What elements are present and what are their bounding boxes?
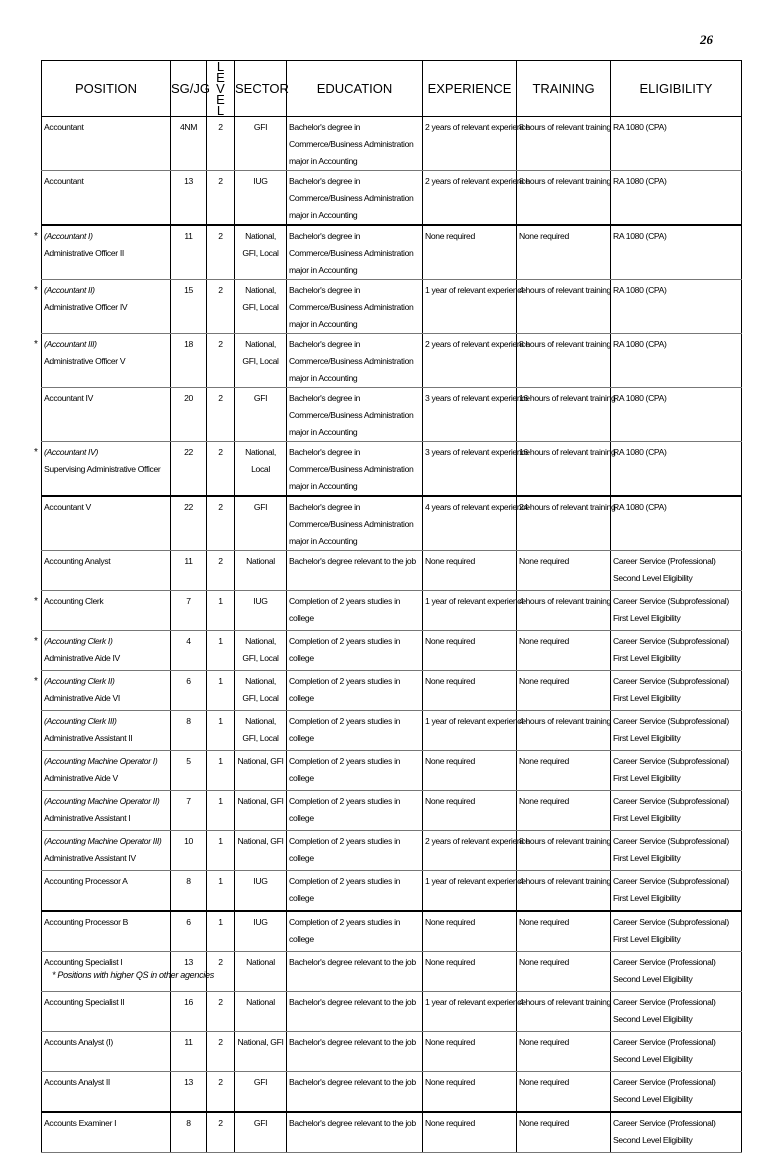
position-title: Accounting Specialist I: [44, 957, 123, 967]
position-title: Accountant: [44, 122, 84, 132]
experience-cell: 1 year of relevant experience: [423, 711, 517, 751]
sector-cell: National, GFI, Local: [235, 225, 287, 280]
level-cell: 1: [207, 591, 235, 631]
higher-qs-marker: *: [34, 596, 38, 607]
education-cell: Bachelor's degree in Commerce/Business Administration major in Accounting: [287, 496, 423, 551]
eligibility-cell: Career Service (Subprofessional) First Level Eligibility: [611, 831, 742, 871]
experience-cell: 1 year of relevant experience: [423, 280, 517, 334]
table-row: [42, 751, 742, 791]
table-row: [42, 871, 742, 912]
experience-cell: None required: [423, 225, 517, 280]
position-title: Administrative Assistant I: [44, 813, 131, 823]
education-cell: Bachelor's degree in Commerce/Business Administration major in Accounting: [287, 171, 423, 226]
higher-qs-marker: *: [34, 447, 38, 458]
level-cell: 2: [207, 117, 235, 171]
eligibility-cell: Career Service (Subprofessional) First Level Eligibility: [611, 911, 742, 952]
table-row: [42, 911, 742, 952]
position-cell: [34, 671, 171, 711]
eligibility-cell: Career Service (Professional) Second Level Eligibility: [611, 551, 742, 591]
table-row: [42, 992, 742, 1032]
education-cell: Bachelor's degree relevant to the job: [287, 952, 423, 992]
salary-grade-cell: 8: [171, 711, 207, 751]
position-cell: [42, 551, 171, 591]
sector-cell: GFI: [235, 117, 287, 171]
position-cell: [42, 388, 171, 442]
eligibility-cell: Career Service (Professional) Second Level Eligibility: [611, 1112, 742, 1153]
level-cell: 2: [207, 388, 235, 442]
sector-cell: IUG: [235, 591, 287, 631]
education-cell: Bachelor's degree in Commerce/Business Administration major in Accounting: [287, 225, 423, 280]
level-cell: 2: [207, 225, 235, 280]
training-cell: None required: [517, 225, 611, 280]
sector-cell: National, GFI, Local: [235, 631, 287, 671]
education-cell: Bachelor's degree in Commerce/Business Administration major in Accounting: [287, 334, 423, 388]
position-title: Accountant IV: [44, 393, 93, 403]
position-title: Administrative Officer V: [44, 356, 126, 366]
training-cell: None required: [517, 911, 611, 952]
position-cell: [42, 117, 171, 171]
qualification-standards-table: [34, 59, 742, 1153]
position-title: Accounting Processor A: [44, 876, 128, 886]
header-level: LEV EL: [207, 61, 235, 117]
experience-cell: 3 years of relevant experience: [423, 442, 517, 497]
training-cell: None required: [517, 791, 611, 831]
position-title: Accountant: [44, 176, 84, 186]
training-cell: 16 hours of relevant training: [517, 388, 611, 442]
position-title: Administrative Assistant IV: [44, 853, 136, 863]
salary-grade-cell: 7: [171, 591, 207, 631]
eligibility-cell: RA 1080 (CPA): [611, 280, 742, 334]
salary-grade-cell: 11: [171, 225, 207, 280]
eligibility-cell: Career Service (Professional) Second Level Eligibility: [611, 1032, 742, 1072]
sector-cell: National, GFI: [235, 751, 287, 791]
education-cell: Bachelor's degree in Commerce/Business Administration major in Accounting: [287, 388, 423, 442]
salary-grade-cell: 6: [171, 671, 207, 711]
position-title: Accounting Processor B: [44, 917, 129, 927]
position-title: Accountant V: [44, 502, 91, 512]
position-cell: [42, 171, 171, 226]
experience-cell: None required: [423, 1032, 517, 1072]
table-row: [42, 711, 742, 751]
eligibility-cell: Career Service (Subprofessional) First Level Eligibility: [611, 871, 742, 912]
salary-grade-cell: 15: [171, 280, 207, 334]
higher-qs-marker: *: [34, 636, 38, 647]
education-cell: Bachelor's degree in Commerce/Business Administration major in Accounting: [287, 442, 423, 497]
alternate-title: (Accounting Clerk I): [44, 636, 113, 646]
eligibility-cell: Career Service (Subprofessional) First Level Eligibility: [611, 711, 742, 751]
position-title: Accounts Analyst (I): [44, 1037, 113, 1047]
training-cell: 4 hours of relevant training: [517, 711, 611, 751]
table-row: [42, 117, 742, 171]
position-cell: [42, 911, 171, 952]
table-row: [42, 225, 742, 280]
eligibility-cell: RA 1080 (CPA): [611, 171, 742, 226]
alternate-title: (Accounting Clerk II): [44, 676, 115, 686]
experience-cell: 1 year of relevant experience: [423, 871, 517, 912]
experience-cell: 4 years of relevant experience: [423, 496, 517, 551]
position-cell: [34, 225, 171, 280]
training-cell: None required: [517, 671, 611, 711]
sector-cell: National, GFI, Local: [235, 671, 287, 711]
sector-cell: IUG: [235, 911, 287, 952]
position-title: Administrative Officer II: [44, 248, 124, 258]
salary-grade-cell: 8: [171, 871, 207, 912]
position-title: Administrative Officer IV: [44, 302, 128, 312]
header-sg-jg: SG/JG: [171, 61, 207, 117]
footnote: * Positions with higher QS in other agencies: [52, 970, 214, 980]
table-row: [42, 551, 742, 591]
position-title: Administrative Aide IV: [44, 653, 120, 663]
position-cell: [42, 751, 171, 791]
salary-grade-cell: 11: [171, 551, 207, 591]
sector-cell: National: [235, 952, 287, 992]
eligibility-cell: RA 1080 (CPA): [611, 388, 742, 442]
position-cell: [42, 1072, 171, 1113]
table-row: [42, 1032, 742, 1072]
sector-cell: National, GFI, Local: [235, 711, 287, 751]
position-cell: [42, 871, 171, 912]
alternate-title: (Accounting Machine Operator II): [44, 796, 160, 806]
position-title: Accounts Examiner I: [44, 1118, 117, 1128]
level-cell: 2: [207, 280, 235, 334]
experience-cell: 2 years of relevant experience: [423, 117, 517, 171]
training-cell: 4 hours of relevant training: [517, 280, 611, 334]
higher-qs-marker: *: [34, 231, 38, 242]
position-cell: [34, 334, 171, 388]
eligibility-cell: Career Service (Subprofessional) First Level Eligibility: [611, 631, 742, 671]
position-cell: [34, 280, 171, 334]
table-row: [42, 791, 742, 831]
eligibility-cell: RA 1080 (CPA): [611, 442, 742, 497]
position-title: Administrative Assistant II: [44, 733, 133, 743]
education-cell: Bachelor's degree relevant to the job: [287, 1032, 423, 1072]
education-cell: Completion of 2 years studies in college: [287, 791, 423, 831]
salary-grade-cell: 10: [171, 831, 207, 871]
training-cell: None required: [517, 751, 611, 791]
eligibility-cell: Career Service (Professional) Second Level Eligibility: [611, 952, 742, 992]
education-cell: Completion of 2 years studies in college: [287, 671, 423, 711]
table-row: [42, 388, 742, 442]
position-title: Administrative Aide V: [44, 773, 118, 783]
education-cell: Completion of 2 years studies in college: [287, 871, 423, 912]
table-row: [42, 442, 742, 497]
training-cell: 8 hours of relevant training: [517, 334, 611, 388]
level-cell: 2: [207, 1072, 235, 1113]
experience-cell: None required: [423, 1112, 517, 1153]
sector-cell: National: [235, 551, 287, 591]
level-cell: 2: [207, 952, 235, 992]
position-cell: [42, 791, 171, 831]
header-training: TRAINING: [517, 61, 611, 117]
alternate-title: (Accountant IV): [44, 447, 98, 457]
training-cell: None required: [517, 551, 611, 591]
level-cell: 1: [207, 631, 235, 671]
eligibility-cell: RA 1080 (CPA): [611, 117, 742, 171]
header-position: POSITION: [42, 61, 171, 117]
education-cell: Bachelor's degree in Commerce/Business Administration major in Accounting: [287, 280, 423, 334]
education-cell: Completion of 2 years studies in college: [287, 591, 423, 631]
level-cell: 2: [207, 334, 235, 388]
salary-grade-cell: 18: [171, 334, 207, 388]
eligibility-cell: Career Service (Professional) Second Level Eligibility: [611, 992, 742, 1032]
salary-grade-cell: 22: [171, 442, 207, 497]
training-cell: 4 hours of relevant training: [517, 871, 611, 912]
header-eligibility: ELIGIBILITY: [611, 61, 742, 117]
salary-grade-cell: 13: [171, 952, 207, 992]
training-cell: 8 hours of relevant training: [517, 171, 611, 226]
higher-qs-marker: *: [34, 285, 38, 296]
experience-cell: None required: [423, 911, 517, 952]
salary-grade-cell: 7: [171, 791, 207, 831]
experience-cell: 2 years of relevant experience: [423, 334, 517, 388]
salary-grade-cell: 4NM: [171, 117, 207, 171]
experience-cell: None required: [423, 791, 517, 831]
experience-cell: None required: [423, 671, 517, 711]
alternate-title: (Accountant III): [44, 339, 97, 349]
table-row: [42, 831, 742, 871]
sector-cell: National, GFI: [235, 831, 287, 871]
position-cell: [34, 591, 171, 631]
education-cell: Bachelor's degree relevant to the job: [287, 992, 423, 1032]
salary-grade-cell: 16: [171, 992, 207, 1032]
salary-grade-cell: 8: [171, 1112, 207, 1153]
sector-cell: GFI: [235, 496, 287, 551]
salary-grade-cell: 20: [171, 388, 207, 442]
sector-cell: National: [235, 992, 287, 1032]
experience-cell: None required: [423, 551, 517, 591]
table-row: [42, 496, 742, 551]
eligibility-cell: Career Service (Subprofessional) First Level Eligibility: [611, 751, 742, 791]
alternate-title: (Accountant I): [44, 231, 93, 241]
level-cell: 2: [207, 1112, 235, 1153]
eligibility-cell: Career Service (Professional) Second Level Eligibility: [611, 1072, 742, 1113]
salary-grade-cell: 5: [171, 751, 207, 791]
salary-grade-cell: 22: [171, 496, 207, 551]
eligibility-cell: RA 1080 (CPA): [611, 496, 742, 551]
position-title: Accounting Analyst: [44, 556, 111, 566]
position-cell: [42, 1032, 171, 1072]
position-cell: [34, 631, 171, 671]
header-sector: SECTOR: [235, 61, 287, 117]
eligibility-cell: RA 1080 (CPA): [611, 225, 742, 280]
page-number: 26: [700, 32, 713, 47]
level-cell: 2: [207, 992, 235, 1032]
sector-cell: GFI: [235, 1072, 287, 1113]
eligibility-cell: RA 1080 (CPA): [611, 334, 742, 388]
level-cell: 2: [207, 496, 235, 551]
experience-cell: 3 years of relevant experience: [423, 388, 517, 442]
eligibility-cell: Career Service (Subprofessional) First Level Eligibility: [611, 591, 742, 631]
higher-qs-marker: *: [34, 676, 38, 687]
level-cell: 1: [207, 711, 235, 751]
eligibility-cell: Career Service (Subprofessional) First Level Eligibility: [611, 671, 742, 711]
sector-cell: GFI: [235, 388, 287, 442]
table-row: [42, 631, 742, 671]
sector-cell: National, GFI: [235, 791, 287, 831]
training-cell: 8 hours of relevant training: [517, 831, 611, 871]
education-cell: Bachelor's degree relevant to the job: [287, 551, 423, 591]
alternate-title: (Accountant II): [44, 285, 95, 295]
education-cell: Bachelor's degree relevant to the job: [287, 1112, 423, 1153]
table-row: [42, 1072, 742, 1113]
position-cell: [34, 442, 171, 497]
alternate-title: (Accounting Machine Operator I): [44, 756, 158, 766]
education-cell: Completion of 2 years studies in college: [287, 911, 423, 952]
level-cell: 2: [207, 442, 235, 497]
education-cell: Completion of 2 years studies in college: [287, 831, 423, 871]
level-cell: 2: [207, 551, 235, 591]
position-title: Accounts Analyst II: [44, 1077, 110, 1087]
higher-qs-marker: *: [34, 339, 38, 350]
position-cell: [42, 496, 171, 551]
sector-cell: National, GFI: [235, 1032, 287, 1072]
sector-cell: National, GFI, Local: [235, 334, 287, 388]
experience-cell: None required: [423, 751, 517, 791]
training-cell: 24 hours of relevant training: [517, 496, 611, 551]
eligibility-cell: Career Service (Subprofessional) First Level Eligibility: [611, 791, 742, 831]
training-cell: 16 hours of relevant training: [517, 442, 611, 497]
salary-grade-cell: 11: [171, 1032, 207, 1072]
training-cell: 4 hours of relevant training: [517, 992, 611, 1032]
header-experience: EXPERIENCE: [423, 61, 517, 117]
experience-cell: 1 year of relevant experience: [423, 591, 517, 631]
level-cell: 1: [207, 911, 235, 952]
position-title: Accounting Specialist II: [44, 997, 125, 1007]
training-cell: None required: [517, 1112, 611, 1153]
sector-cell: National, GFI, Local: [235, 280, 287, 334]
level-cell: 1: [207, 791, 235, 831]
education-cell: Completion of 2 years studies in college: [287, 751, 423, 791]
level-cell: 1: [207, 831, 235, 871]
level-cell: 1: [207, 751, 235, 791]
table-row: [42, 171, 742, 226]
experience-cell: None required: [423, 952, 517, 992]
training-cell: None required: [517, 1032, 611, 1072]
table-row: [42, 591, 742, 631]
alternate-title: (Accounting Machine Operator III): [44, 836, 162, 846]
table-row: [42, 280, 742, 334]
alternate-title: (Accounting Clerk III): [44, 716, 117, 726]
sector-cell: National, Local: [235, 442, 287, 497]
position-cell: [42, 711, 171, 751]
level-cell: 2: [207, 1032, 235, 1072]
sector-cell: IUG: [235, 171, 287, 226]
training-cell: None required: [517, 631, 611, 671]
level-cell: 2: [207, 171, 235, 226]
salary-grade-cell: 4: [171, 631, 207, 671]
position-cell: [42, 831, 171, 871]
level-cell: 1: [207, 871, 235, 912]
experience-cell: None required: [423, 1072, 517, 1113]
training-cell: None required: [517, 1072, 611, 1113]
training-cell: 8 hours of relevant training: [517, 117, 611, 171]
sector-cell: IUG: [235, 871, 287, 912]
position-cell: [42, 1112, 171, 1153]
position-title: Accounting Clerk: [44, 596, 104, 606]
education-cell: Bachelor's degree relevant to the job: [287, 1072, 423, 1113]
salary-grade-cell: 13: [171, 171, 207, 226]
experience-cell: None required: [423, 631, 517, 671]
table-row: [42, 671, 742, 711]
experience-cell: 1 year of relevant experience: [423, 992, 517, 1032]
training-cell: 4 hours of relevant training: [517, 591, 611, 631]
education-cell: Completion of 2 years studies in college: [287, 631, 423, 671]
header-education: EDUCATION: [287, 61, 423, 117]
education-cell: Bachelor's degree in Commerce/Business Administration major in Accounting: [287, 117, 423, 171]
experience-cell: 2 years of relevant experience: [423, 831, 517, 871]
position-title: Supervising Administrative Officer: [44, 464, 161, 474]
salary-grade-cell: 13: [171, 1072, 207, 1113]
salary-grade-cell: 6: [171, 911, 207, 952]
education-cell: Completion of 2 years studies in college: [287, 711, 423, 751]
table-row: [42, 1112, 742, 1153]
position-cell: [42, 992, 171, 1032]
table-header-row: [42, 61, 742, 117]
table-row: [42, 334, 742, 388]
experience-cell: 2 years of relevant experience: [423, 171, 517, 226]
training-cell: None required: [517, 952, 611, 992]
level-cell: 1: [207, 671, 235, 711]
position-title: Administrative Aide VI: [44, 693, 120, 703]
sector-cell: GFI: [235, 1112, 287, 1153]
